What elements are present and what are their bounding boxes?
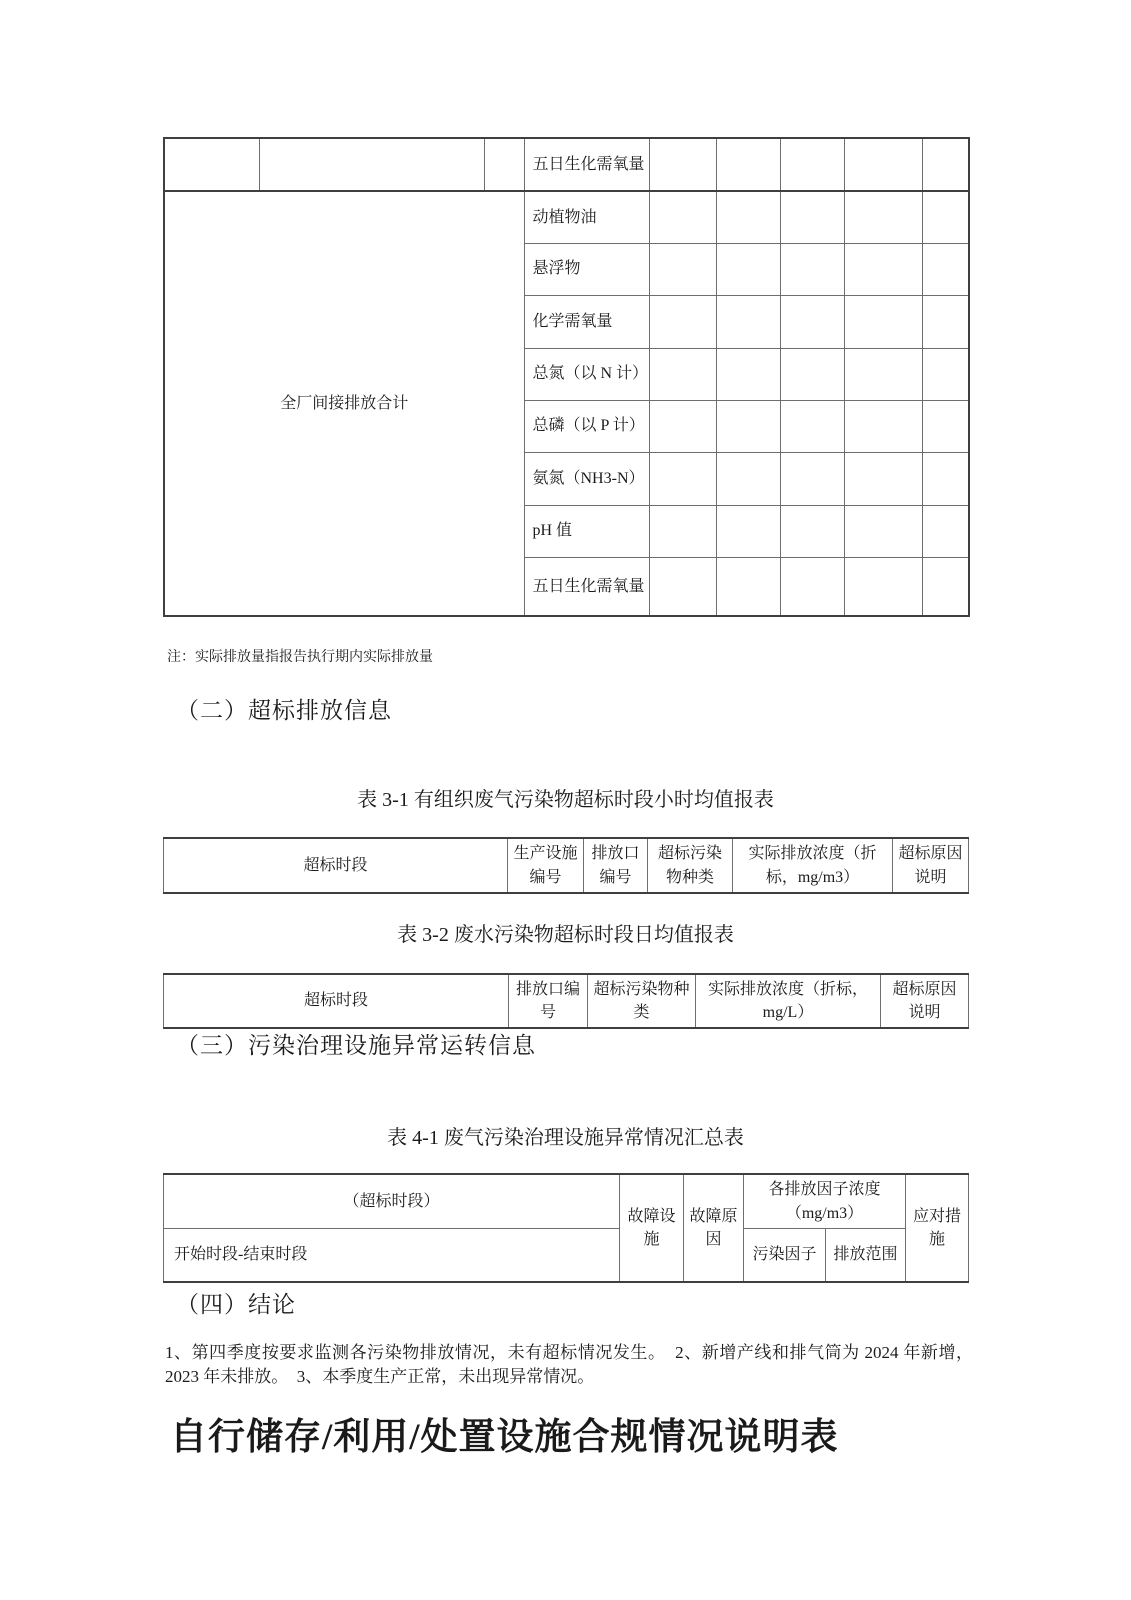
pollutant-name-cell: 五日生化需氧量 bbox=[524, 557, 649, 616]
empty-cell bbox=[259, 138, 484, 191]
pollutant-name-cell: 总氮（以 N 计） bbox=[524, 348, 649, 400]
section-heading-3: （三）污染治理设施异常运转信息 bbox=[176, 1033, 536, 1058]
header-response-measure: 应对措施 bbox=[906, 1174, 969, 1282]
empty-data-cell bbox=[922, 138, 969, 191]
empty-data-cell bbox=[922, 191, 969, 243]
header-pollutant-factor: 污染因子 bbox=[744, 1229, 826, 1283]
emission-summary-table bbox=[163, 137, 970, 617]
header-exceed-period: 超标时段 bbox=[164, 974, 509, 1028]
empty-data-cell bbox=[844, 348, 922, 400]
header-exceed-period: 超标时段 bbox=[164, 838, 508, 893]
section-heading-2: （二）超标排放信息 bbox=[176, 698, 392, 723]
header-exceed-reason: 超标原因说明 bbox=[881, 974, 969, 1028]
empty-data-cell bbox=[649, 295, 716, 348]
empty-data-cell bbox=[844, 400, 922, 452]
empty-data-cell bbox=[922, 348, 969, 400]
empty-data-cell bbox=[780, 452, 844, 505]
pollutant-name-cell: 化学需氧量 bbox=[524, 295, 649, 348]
empty-data-cell bbox=[716, 295, 780, 348]
empty-data-cell bbox=[844, 505, 922, 557]
empty-data-cell bbox=[922, 400, 969, 452]
table-3-1 bbox=[163, 837, 969, 894]
table-3-2 bbox=[163, 973, 969, 1029]
empty-data-cell bbox=[844, 191, 922, 243]
header-emission-range: 排放范围 bbox=[826, 1229, 906, 1283]
empty-data-cell bbox=[716, 138, 780, 191]
header-pollutant-type: 超标污染物种类 bbox=[648, 838, 733, 893]
header-actual-concentration: 实际排放浓度（折标，mg/L） bbox=[696, 974, 881, 1028]
table-header-row bbox=[164, 1229, 969, 1283]
pollutant-name-cell: 氨氮（NH3-N） bbox=[524, 452, 649, 505]
pollutant-name-cell: 悬浮物 bbox=[524, 243, 649, 295]
empty-data-cell bbox=[716, 452, 780, 505]
header-factor-concentration-line2: （mg/m3） bbox=[785, 1204, 864, 1222]
header-facility-id: 生产设施编号 bbox=[508, 838, 584, 893]
empty-data-cell bbox=[780, 505, 844, 557]
table-footnote: 注：实际排放量指报告执行期内实际排放量 bbox=[167, 650, 433, 665]
empty-data-cell bbox=[649, 243, 716, 295]
empty-data-cell bbox=[922, 505, 969, 557]
empty-data-cell bbox=[844, 295, 922, 348]
pollutant-name-cell: 总磷（以 P 计） bbox=[524, 400, 649, 452]
empty-data-cell bbox=[844, 138, 922, 191]
table-3-2-title: 表 3-2 废水污染物超标时段日均值报表 bbox=[397, 924, 734, 946]
empty-data-cell bbox=[716, 400, 780, 452]
header-actual-concentration: 实际排放浓度（折标，mg/m3） bbox=[733, 838, 893, 893]
section-heading-4: （四）结论 bbox=[176, 1292, 296, 1317]
header-factor-concentration bbox=[744, 1174, 906, 1229]
empty-data-cell bbox=[844, 243, 922, 295]
empty-data-cell bbox=[922, 243, 969, 295]
table-4-1 bbox=[163, 1173, 969, 1283]
table-row bbox=[164, 138, 969, 191]
empty-data-cell bbox=[922, 452, 969, 505]
header-factor-concentration-line1: 各排放因子浓度 bbox=[768, 1181, 881, 1199]
header-exceed-period: （超标时段） bbox=[164, 1174, 620, 1229]
header-pollutant-type: 超标污染物种类 bbox=[588, 974, 696, 1028]
conclusion-text: 1、第四季度按要求监测各污染物排放情况，未有超标情况发生。 2、新增产线和排气筒为 2024 年新增，2023 年未排放。 3、本季度生产正常，未出现异常情况。 bbox=[165, 1343, 973, 1387]
empty-data-cell bbox=[649, 191, 716, 243]
empty-data-cell bbox=[649, 348, 716, 400]
header-fault-reason: 故障原因 bbox=[684, 1174, 744, 1282]
empty-data-cell bbox=[844, 557, 922, 616]
pollutant-name-cell: 动植物油 bbox=[524, 191, 649, 243]
empty-data-cell bbox=[649, 505, 716, 557]
table-header-row bbox=[164, 838, 969, 893]
empty-data-cell bbox=[780, 138, 844, 191]
pollutant-name-cell: 五日生化需氧量 bbox=[524, 138, 649, 191]
empty-data-cell bbox=[922, 295, 969, 348]
table-3-1-title: 表 3-1 有组织废气污染物超标时段小时均值报表 bbox=[357, 789, 774, 811]
empty-data-cell bbox=[844, 452, 922, 505]
empty-data-cell bbox=[716, 505, 780, 557]
next-report-title: 自行储存/利用/处置设施合规情况说明表 bbox=[170, 1417, 839, 1458]
empty-data-cell bbox=[780, 400, 844, 452]
empty-data-cell bbox=[780, 295, 844, 348]
header-outlet-id: 排放口编号 bbox=[584, 838, 648, 893]
empty-cell bbox=[484, 138, 524, 191]
empty-data-cell bbox=[716, 191, 780, 243]
empty-data-cell bbox=[780, 348, 844, 400]
header-exceed-reason: 超标原因说明 bbox=[893, 838, 969, 893]
empty-data-cell bbox=[649, 400, 716, 452]
empty-data-cell bbox=[922, 557, 969, 616]
table-row bbox=[164, 191, 969, 243]
header-outlet-id: 排放口编号 bbox=[509, 974, 588, 1028]
empty-data-cell bbox=[716, 557, 780, 616]
group-label-cell: 全厂间接排放合计 bbox=[164, 191, 524, 616]
empty-data-cell bbox=[649, 452, 716, 505]
empty-data-cell bbox=[780, 557, 844, 616]
empty-data-cell bbox=[780, 191, 844, 243]
empty-data-cell bbox=[716, 243, 780, 295]
header-start-end-period: 开始时段-结束时段 bbox=[164, 1229, 620, 1283]
empty-data-cell bbox=[780, 243, 844, 295]
empty-cell bbox=[164, 138, 259, 191]
empty-data-cell bbox=[649, 138, 716, 191]
empty-data-cell bbox=[649, 557, 716, 616]
table-4-1-title: 表 4-1 废气污染治理设施异常情况汇总表 bbox=[387, 1127, 744, 1149]
table-header-row bbox=[164, 974, 969, 1028]
header-fault-facility: 故障设施 bbox=[620, 1174, 684, 1282]
empty-data-cell bbox=[716, 348, 780, 400]
table-header-row bbox=[164, 1174, 969, 1229]
pollutant-name-cell: pH 值 bbox=[524, 505, 649, 557]
